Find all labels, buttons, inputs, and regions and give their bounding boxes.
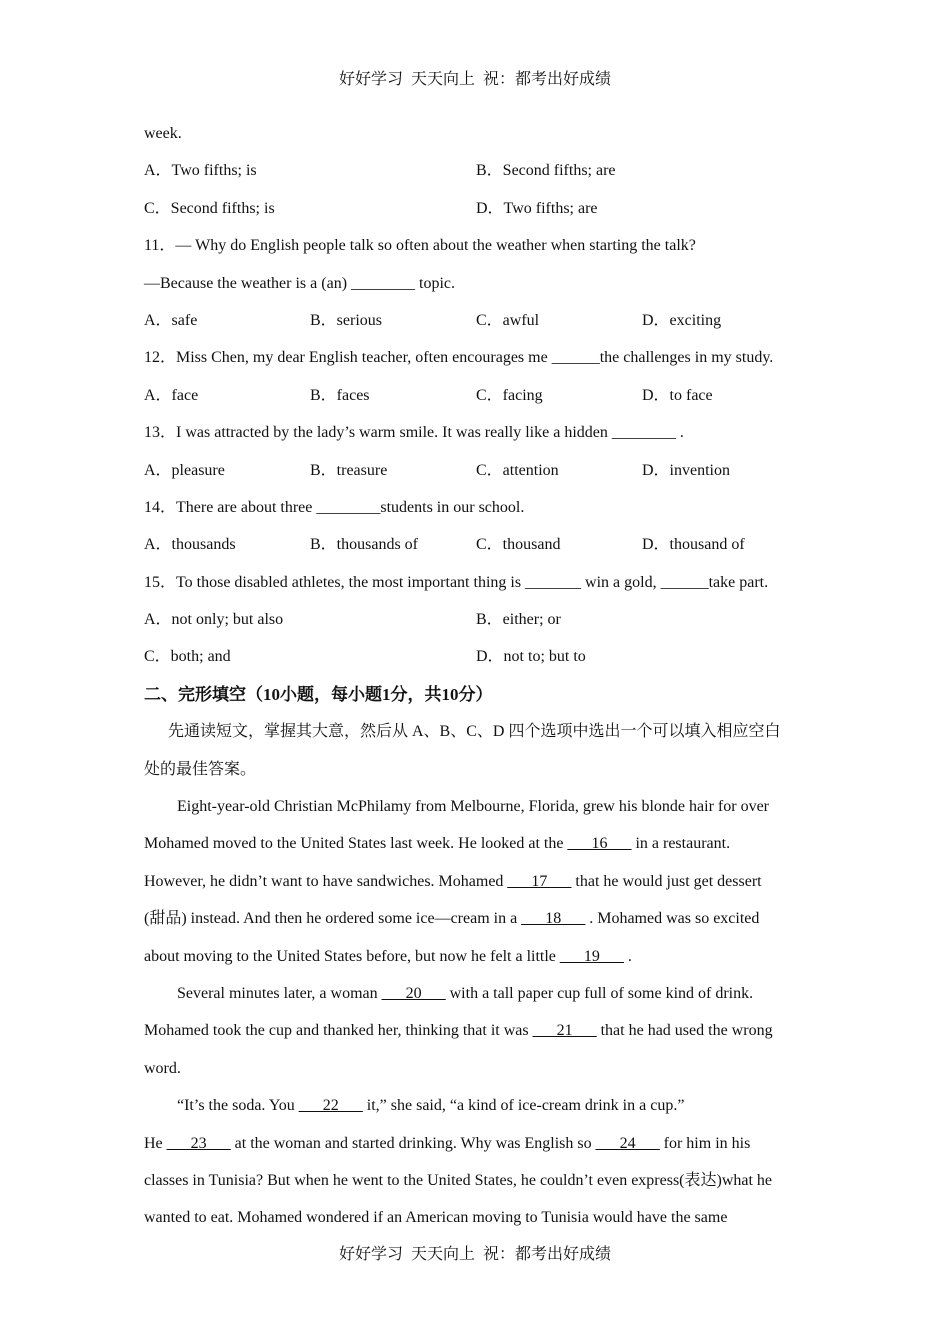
q14-option-b: B．thousands of bbox=[310, 536, 419, 554]
q15-option-a: A．not only; but also bbox=[144, 611, 284, 629]
passage-line-8: word. bbox=[144, 1059, 181, 1077]
blank-24: ___24___ bbox=[595, 1134, 660, 1152]
q11-option-d: D．exciting bbox=[642, 311, 722, 329]
passage-text: He bbox=[144, 1134, 167, 1152]
passage-text: . Mohamed was so excited bbox=[585, 910, 760, 928]
section-title: 二、完形填空（10小题，每小题1分，共10分） bbox=[144, 684, 493, 704]
passage-text: However, he didn’t want to have sandwiches. Mohamed bbox=[144, 872, 508, 890]
q11-options bbox=[144, 302, 814, 339]
q12-option-a: A．face bbox=[144, 386, 199, 404]
passage-text: about moving to the United States before, but now he felt a little bbox=[144, 947, 560, 965]
passage-line-9 bbox=[144, 1087, 814, 1124]
passage-line-1: Eight-year-old Christian McPhilamy from Melbourne, Florida, grew his blonde hair for over bbox=[177, 798, 769, 816]
blank-16: ___16___ bbox=[567, 835, 632, 853]
passage-text: in a restaurant. bbox=[631, 835, 731, 853]
page-footer: 好好学习 天天向上 祝：都考出好成绩 bbox=[338, 1246, 611, 1263]
passage-line-12: wanted to eat. Mohamed wondered if an American moving to Tunisia would have the same bbox=[144, 1209, 728, 1227]
passage-text: . bbox=[623, 947, 632, 965]
passage-text: Mohamed took the cup and thanked her, thinking that it was bbox=[144, 1022, 533, 1040]
blank-18: ___18___ bbox=[521, 910, 586, 928]
q14-option-d: D．thousand of bbox=[642, 536, 745, 554]
passage-line-3 bbox=[144, 863, 814, 900]
q15-option-b: B．either; or bbox=[476, 611, 561, 629]
passage-text: that he would just get dessert bbox=[571, 872, 762, 890]
q14-option-c: C．thousand bbox=[476, 536, 561, 554]
q10-continuation: week. bbox=[144, 125, 182, 142]
passage-text: Several minutes later, a woman bbox=[177, 984, 382, 1002]
q13-option-c: C．attention bbox=[476, 461, 559, 479]
passage-line-7 bbox=[144, 1012, 814, 1049]
passage-text: with a tall paper cup full of some kind of drink. bbox=[445, 984, 754, 1002]
section-instruction-line2: 处的最佳答案。 bbox=[144, 760, 257, 778]
passage-line-6 bbox=[144, 975, 814, 1012]
blank-17: ___17___ bbox=[507, 872, 572, 890]
q12-option-d: D．to face bbox=[642, 386, 713, 404]
q15-option-d: D．not to; but to bbox=[476, 648, 586, 666]
q10-options-row1 bbox=[144, 152, 814, 189]
q12-options bbox=[144, 377, 814, 414]
blank-19: ___19___ bbox=[559, 947, 624, 965]
q15-options-row2 bbox=[144, 638, 814, 675]
q13-option-a: A．pleasure bbox=[144, 461, 225, 479]
q10-option-b: B．Second fifths; are bbox=[476, 162, 616, 180]
q10-option-a: A．Two fifths; is bbox=[144, 162, 257, 180]
page-content bbox=[144, 115, 814, 1237]
blank-23: ___23___ bbox=[166, 1134, 231, 1152]
q14-option-a: A．thousands bbox=[144, 536, 236, 554]
q11-stem-answer: —Because the weather is a (an) ________ topic. bbox=[144, 274, 456, 292]
q11-option-a: A．safe bbox=[144, 311, 198, 329]
passage-text: it,” she said, “a kind of ice-cream drink in a cup.” bbox=[362, 1097, 685, 1115]
passage-line-5 bbox=[144, 938, 814, 975]
q13-option-b: B．treasure bbox=[310, 461, 388, 479]
q11-stem: 11．— Why do English people talk so often about the weather when starting the talk? bbox=[144, 237, 696, 255]
passage-line-2 bbox=[144, 825, 814, 862]
q13-options bbox=[144, 452, 814, 489]
q12-stem: 12．Miss Chen, my dear English teacher, often encourages me ______the challenges in my study. bbox=[144, 349, 774, 367]
q14-stem: 14．There are about three ________students in our school. bbox=[144, 498, 525, 516]
q10-option-c: C．Second fifths; is bbox=[144, 199, 275, 217]
passage-text: that he had used the wrong bbox=[596, 1022, 773, 1040]
blank-21: ___21___ bbox=[532, 1022, 597, 1040]
passage-line-11: classes in Tunisia? But when he went to the United States, he couldn’t even express(表达)what he bbox=[144, 1171, 773, 1189]
passage-text: (甜品) instead. And then he ordered some ice—cream in a bbox=[144, 910, 522, 928]
q11-option-b: B．serious bbox=[310, 311, 383, 329]
passage-text: for him in his bbox=[659, 1134, 751, 1152]
passage-text: at the woman and started drinking. Why was English so bbox=[230, 1134, 596, 1152]
q12-option-c: C．facing bbox=[476, 386, 543, 404]
q10-options-row2 bbox=[144, 190, 814, 227]
passage-text: “It’s the soda. You bbox=[177, 1097, 299, 1115]
q15-options-row1 bbox=[144, 601, 814, 638]
q15-stem: 15．To those disabled athletes, the most important thing is _______ win a gold, ______take part. bbox=[144, 573, 769, 591]
q11-option-c: C．awful bbox=[476, 311, 540, 329]
blank-20: ___20___ bbox=[381, 984, 446, 1002]
passage-line-10 bbox=[144, 1125, 814, 1162]
page-header: 好好学习 天天向上 祝：都考出好成绩 bbox=[338, 71, 611, 88]
q15-option-c: C．both; and bbox=[144, 648, 231, 666]
section-instruction-line1: 先通读短文，掌握其大意，然后从 A、B、C、D 四个选项中选出一个可以填入相应空白 bbox=[168, 723, 781, 741]
q13-stem: 13．I was attracted by the lady’s warm smile. It was really like a hidden ________ . bbox=[144, 424, 684, 442]
passage-line-4 bbox=[144, 900, 814, 937]
passage-text: Mohamed moved to the United States last week. He looked at the bbox=[144, 835, 568, 853]
q10-option-d: D．Two fifths; are bbox=[476, 199, 598, 217]
blank-22: ___22___ bbox=[298, 1097, 363, 1115]
q13-option-d: D．invention bbox=[642, 461, 730, 479]
q14-options bbox=[144, 526, 814, 563]
q12-option-b: B．faces bbox=[310, 386, 370, 404]
